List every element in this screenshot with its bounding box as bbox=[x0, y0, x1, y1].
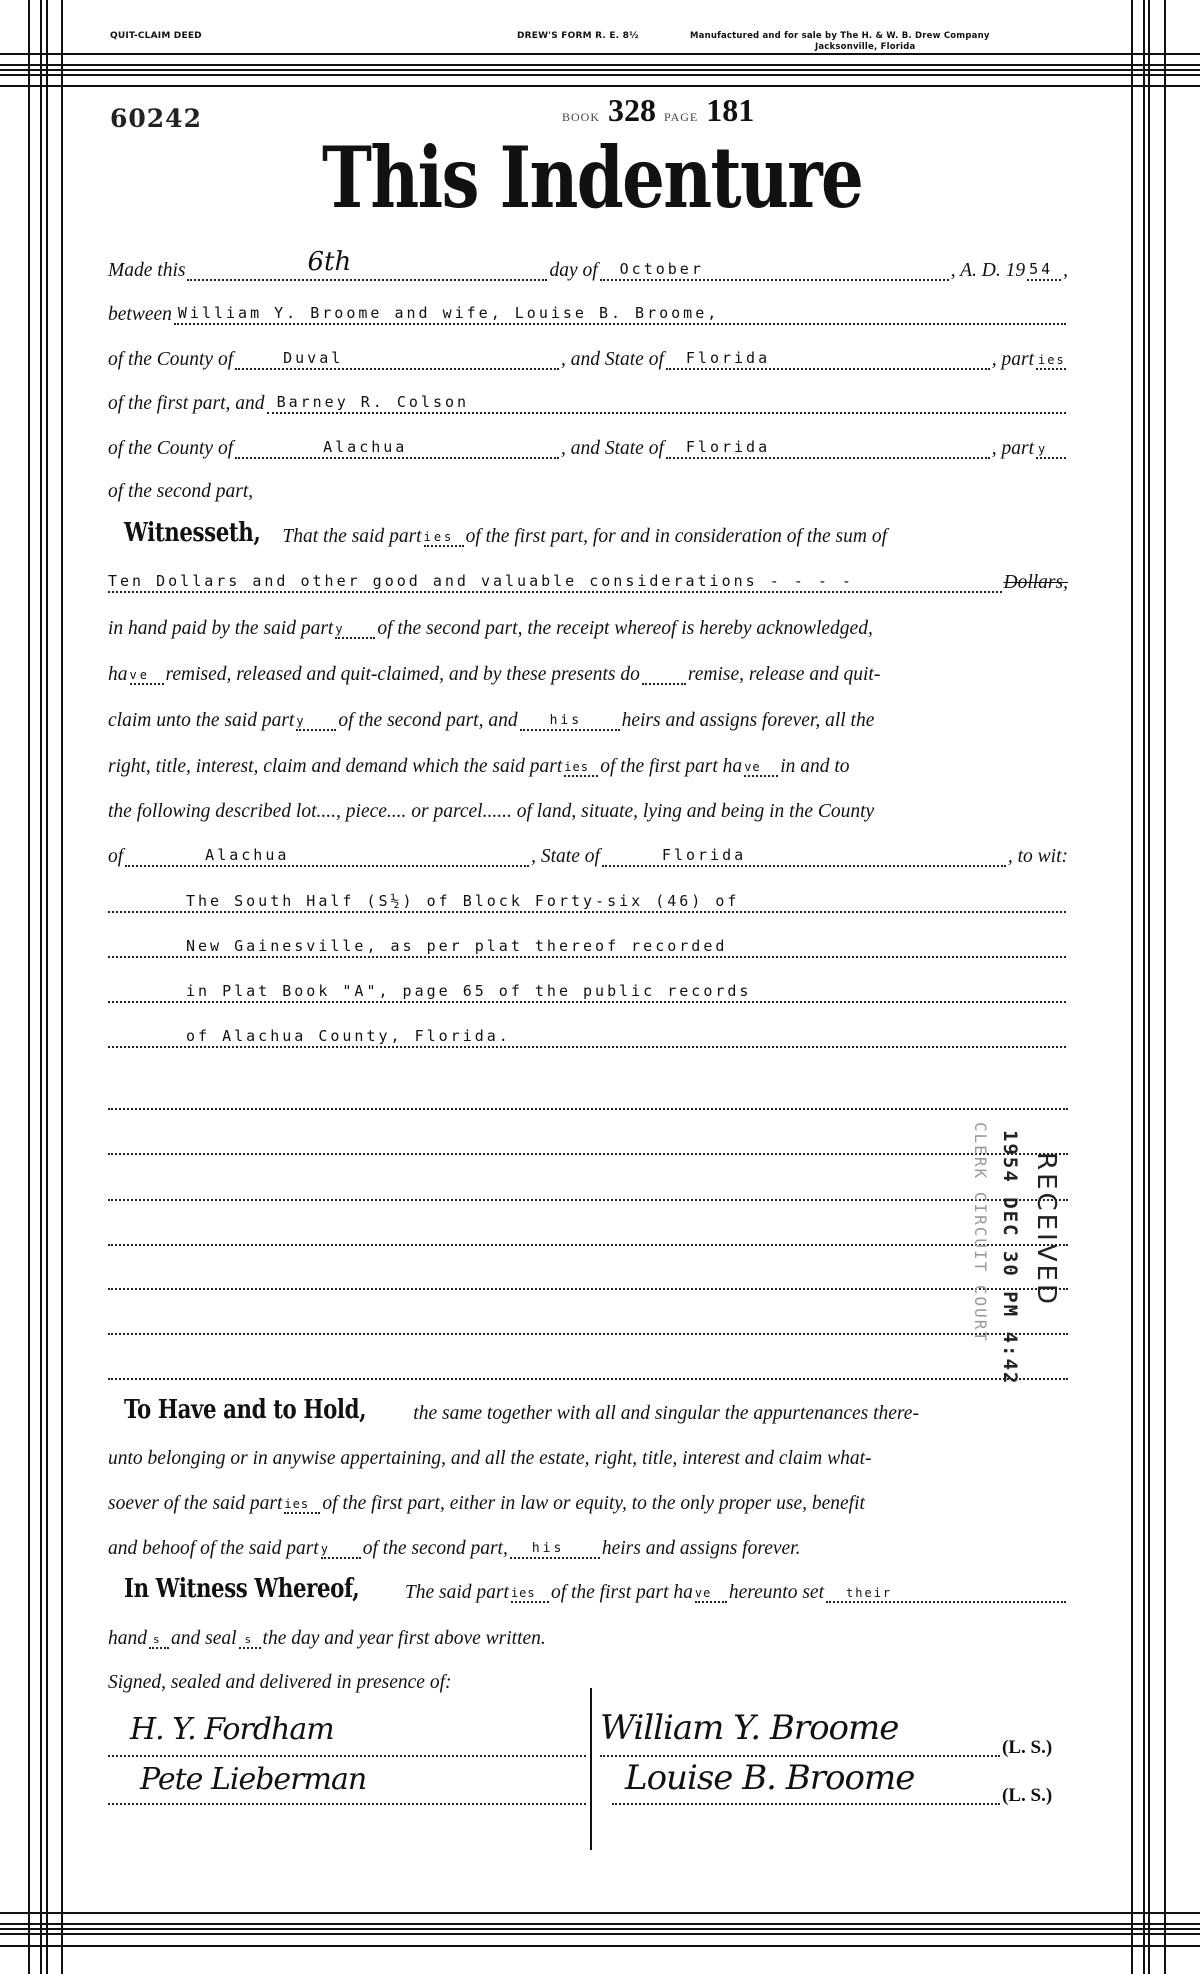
border-line bbox=[1148, 0, 1150, 1974]
day-field[interactable] bbox=[187, 247, 547, 281]
second-state-value: Florida bbox=[685, 438, 771, 456]
legal-description-text: New Gainesville, as per plat thereof recorded bbox=[186, 937, 728, 955]
witnesseth-line bbox=[124, 516, 1068, 552]
first-county-field[interactable] bbox=[235, 344, 559, 370]
second-part-label: of the second part, bbox=[108, 481, 254, 502]
between-label: between bbox=[108, 304, 172, 325]
hands-suffix-value: s bbox=[153, 1633, 163, 1646]
remise-text: remise, release and quit- bbox=[687, 664, 881, 685]
legal-description-text: The South Half (S½) of Block Forty-six (46) of bbox=[186, 892, 740, 910]
party-suffix-value: y bbox=[320, 1542, 331, 1556]
have-suffix-value: ve bbox=[694, 1586, 712, 1600]
parties-suffix-field[interactable] bbox=[284, 1488, 320, 1514]
receipt-text: of the second part, the receipt whereof is hereby acknowledged, bbox=[377, 618, 873, 639]
remise-text: remised, released and quit-claimed, and by these presents do bbox=[165, 664, 640, 685]
habendum-text: of the first part, either in law or equity, to the only proper use, benefit bbox=[322, 1493, 865, 1514]
first-state-field[interactable] bbox=[666, 344, 990, 370]
claim-text: claim unto the said part bbox=[108, 710, 295, 731]
receipt-line bbox=[108, 608, 1068, 644]
border-line bbox=[0, 64, 1200, 66]
party-suffix-field[interactable] bbox=[321, 1533, 361, 1559]
first-part-suffix-value: ies bbox=[1038, 353, 1066, 367]
signature-divider bbox=[590, 1688, 592, 1850]
second-county-field[interactable] bbox=[235, 433, 559, 459]
border-line bbox=[46, 0, 48, 1974]
witnesseth-heading: Witnesseth, bbox=[124, 518, 261, 548]
testimonium-line bbox=[124, 1572, 1068, 1608]
border-line bbox=[40, 0, 42, 1974]
first-state-value: Florida bbox=[685, 349, 771, 367]
remise-line bbox=[108, 654, 1068, 690]
border-line bbox=[0, 85, 1200, 87]
legal-description-field[interactable] bbox=[108, 887, 1066, 913]
state-label: , and State of bbox=[560, 438, 664, 459]
interest-text: in and to bbox=[780, 756, 850, 777]
receipt-text: in hand paid by the said part bbox=[108, 618, 334, 639]
witnesseth-text: That the said part bbox=[282, 526, 422, 547]
grantors-field[interactable] bbox=[174, 299, 1066, 325]
blank-line[interactable] bbox=[108, 1153, 1068, 1155]
first-county-value: Duval bbox=[283, 349, 344, 367]
border-line bbox=[0, 53, 1200, 55]
border-line bbox=[0, 69, 1200, 71]
habendum-text: the same together with all and singular the appurtenances there- bbox=[413, 1403, 919, 1424]
habendum-line bbox=[108, 1438, 1068, 1474]
legal-description-text: of Alachua County, Florida. bbox=[186, 1027, 511, 1045]
consideration-value: Ten Dollars and other good and valuable considerations - - - - bbox=[108, 572, 854, 590]
location-line bbox=[108, 836, 1068, 872]
state-label: , State of bbox=[531, 846, 600, 867]
border-line bbox=[1143, 0, 1145, 1974]
grantor-signature-2: Louise B. Broome bbox=[625, 1758, 915, 1798]
habendum-text: soever of the said part bbox=[108, 1493, 283, 1514]
grantee-line bbox=[108, 383, 1068, 419]
habendum-text: and behoof of the said part bbox=[108, 1538, 319, 1559]
his-value: his bbox=[531, 1541, 565, 1556]
signed-line bbox=[108, 1662, 1068, 1698]
blank-line[interactable] bbox=[108, 1199, 1068, 1201]
book-label: BOOK bbox=[562, 110, 601, 124]
received-office: CLERK CIRCUIT COURT bbox=[970, 1122, 990, 1344]
grantor-signature-line[interactable] bbox=[600, 1755, 1000, 1757]
form-type-label: QUIT-CLAIM DEED bbox=[110, 31, 202, 41]
county-label: of the County of bbox=[108, 438, 234, 459]
border-line bbox=[0, 1933, 1200, 1935]
border-line bbox=[0, 1945, 1200, 1947]
recording-stamp bbox=[562, 92, 754, 128]
habendum-line bbox=[108, 1483, 1068, 1519]
witness-signature-line[interactable] bbox=[108, 1803, 586, 1805]
grantor-signature-line[interactable] bbox=[612, 1803, 1000, 1805]
grantors-value: William Y. Broome and wife, Louise B. Broome, bbox=[177, 304, 720, 322]
interest-text: of the first part ha bbox=[600, 756, 743, 777]
blank-line[interactable] bbox=[108, 1378, 1068, 1380]
legal-description-line bbox=[108, 882, 1068, 918]
their-field[interactable] bbox=[826, 1577, 1066, 1603]
second-state-field[interactable] bbox=[666, 433, 990, 459]
month-value: October bbox=[619, 260, 704, 278]
legal-description-line bbox=[108, 927, 1068, 963]
border-line bbox=[0, 74, 1200, 76]
consideration-line bbox=[108, 562, 1068, 598]
parties-suffix-field[interactable] bbox=[564, 751, 598, 777]
parties-suffix-value: ies bbox=[284, 1497, 310, 1511]
claim-line bbox=[108, 700, 1068, 736]
legal-description-line bbox=[108, 1017, 1068, 1053]
legal-description-field[interactable] bbox=[108, 977, 1066, 1003]
part-label: , part bbox=[991, 349, 1034, 370]
parties-suffix-value: ies bbox=[564, 760, 589, 774]
testimonium-text: the day and year first above written. bbox=[262, 1628, 546, 1649]
habendum-text: unto belonging or in anywise appertaining, and all the estate, right, title, interest and claim what- bbox=[108, 1448, 872, 1469]
year-value: 54 bbox=[1029, 260, 1054, 278]
year-field[interactable] bbox=[1027, 255, 1061, 281]
claim-text: heirs and assigns forever, all the bbox=[621, 710, 875, 731]
seal-label: (L. S.) bbox=[1002, 1785, 1053, 1806]
witnesseth-text: of the first part, for and in consideration of the sum of bbox=[465, 526, 888, 547]
received-stamp bbox=[970, 1122, 1062, 1392]
to-wit-label: , to wit: bbox=[1007, 846, 1069, 867]
page-number: 181 bbox=[706, 92, 755, 128]
habendum-line bbox=[124, 1393, 1068, 1429]
testimonium-text: hand bbox=[108, 1628, 147, 1649]
second-part-line bbox=[108, 471, 1068, 507]
between-line bbox=[108, 294, 1068, 330]
testimonium-text: hereunto set bbox=[728, 1582, 825, 1603]
testimonium-text: of the first part ha bbox=[550, 1582, 693, 1603]
blank-line[interactable] bbox=[108, 1108, 1068, 1110]
described-line bbox=[108, 791, 1068, 827]
testimonium-text: The said part bbox=[404, 1582, 509, 1603]
part-label: , part bbox=[991, 438, 1034, 459]
page-label: PAGE bbox=[664, 110, 699, 124]
border-line bbox=[1131, 0, 1133, 1974]
described-text: the following described lot...., piece.... or parcel...... of land, situate, lying and being in the County bbox=[108, 801, 875, 822]
grantee-value: Barney R. Colson bbox=[276, 393, 470, 411]
manufacturer-label: Manufactured and for sale by The H. & W. B. Drew Company bbox=[690, 31, 990, 41]
day-value: 6th bbox=[307, 247, 352, 277]
grantor-signature-1: William Y. Broome bbox=[600, 1708, 899, 1748]
testimonium-text: and seal bbox=[171, 1628, 237, 1649]
border-line bbox=[1164, 0, 1166, 1974]
interest-line bbox=[108, 746, 1068, 782]
manufacturer-city-label: Jacksonville, Florida bbox=[815, 42, 916, 52]
border-line bbox=[28, 0, 30, 1974]
hands-suffix-field[interactable] bbox=[149, 1623, 169, 1649]
first-part-suffix-field[interactable] bbox=[1036, 344, 1066, 370]
party-suffix-value: y bbox=[335, 622, 346, 636]
legal-description-field[interactable] bbox=[108, 932, 1066, 958]
border-line bbox=[61, 0, 63, 1974]
first-part-and-label: of the first part, and bbox=[108, 393, 265, 414]
his-field[interactable] bbox=[520, 705, 620, 731]
witness-signature-1: H. Y. Fordham bbox=[130, 1712, 334, 1747]
blank-line[interactable] bbox=[108, 1244, 1068, 1246]
witness-signature-2: Pete Lieberman bbox=[140, 1762, 367, 1797]
party-suffix-field[interactable] bbox=[335, 613, 375, 639]
first-party-county-line bbox=[108, 339, 1068, 375]
land-county-field[interactable] bbox=[125, 841, 529, 867]
testimonium-heading: In Witness Whereof, bbox=[124, 1574, 360, 1604]
month-field[interactable] bbox=[600, 255, 949, 281]
border-line bbox=[0, 1912, 1200, 1914]
second-county-value: Alachua bbox=[323, 438, 408, 456]
habendum-line bbox=[108, 1528, 1068, 1564]
land-state-value: Florida bbox=[661, 846, 747, 864]
party-suffix-value: y bbox=[296, 714, 307, 728]
parties-suffix-field[interactable] bbox=[424, 521, 464, 547]
county-label: of the County of bbox=[108, 349, 234, 370]
seals-suffix-field[interactable] bbox=[239, 1623, 261, 1649]
border-line bbox=[0, 1923, 1200, 1925]
have-suffix-value: ve bbox=[129, 668, 150, 682]
have-suffix-field[interactable] bbox=[130, 659, 164, 685]
their-value: their bbox=[846, 1586, 893, 1600]
seals-suffix-value: s bbox=[244, 1633, 255, 1646]
blank-line[interactable] bbox=[108, 1288, 1068, 1290]
parties-suffix-field[interactable] bbox=[511, 1577, 549, 1603]
second-party-county-line bbox=[108, 428, 1068, 464]
parties-suffix-value: ies bbox=[510, 1586, 536, 1600]
document-number: 60242 bbox=[110, 104, 202, 133]
witness-signature-line[interactable] bbox=[108, 1755, 586, 1757]
document-title: This Indenture bbox=[322, 128, 863, 227]
day-of-label: day of bbox=[549, 260, 598, 281]
claim-text: of the second part, and bbox=[338, 710, 518, 731]
have-suffix-field[interactable] bbox=[695, 1577, 727, 1603]
land-state-field[interactable] bbox=[602, 841, 1006, 867]
party-suffix-field[interactable] bbox=[296, 705, 336, 731]
remise-text: ha bbox=[108, 664, 128, 685]
blank-line[interactable] bbox=[108, 1333, 1068, 1335]
interest-text: right, title, interest, claim and demand which the said part bbox=[108, 756, 563, 777]
grantee-field[interactable] bbox=[267, 388, 1066, 414]
have-suffix-value: ve bbox=[744, 760, 761, 774]
habendum-text: of the second part, bbox=[362, 1538, 508, 1559]
form-number-label: DREW'S FORM R. E. 8½ bbox=[517, 31, 639, 41]
seal-label: (L. S.) bbox=[1002, 1737, 1053, 1758]
habendum-heading: To Have and to Hold, bbox=[124, 1395, 367, 1425]
second-part-suffix-field[interactable] bbox=[1036, 433, 1066, 459]
have-suffix-field[interactable] bbox=[744, 751, 778, 777]
parties-suffix-value: ies bbox=[423, 530, 455, 544]
received-datetime: 1954 DEC 30 PM 4:42 bbox=[999, 1130, 1022, 1386]
do-suffix-field[interactable] bbox=[642, 659, 686, 685]
of-label: of bbox=[108, 846, 124, 867]
book-number: 328 bbox=[608, 92, 657, 128]
border-line bbox=[0, 1928, 1200, 1930]
ad-label: , A. D. 19 bbox=[950, 260, 1026, 281]
consideration-field[interactable] bbox=[108, 567, 1002, 593]
land-county-value: Alachua bbox=[205, 846, 290, 864]
second-part-suffix-value: y bbox=[1038, 442, 1049, 456]
legal-description-field[interactable] bbox=[108, 1022, 1066, 1048]
comma: , bbox=[1063, 260, 1068, 281]
legal-description-line bbox=[108, 972, 1068, 1008]
his-field[interactable] bbox=[510, 1533, 600, 1559]
dollars-label: Dollars, bbox=[1003, 572, 1068, 593]
state-label: , and State of bbox=[560, 349, 664, 370]
legal-description-text: in Plat Book "A", page 65 of the public records bbox=[186, 982, 752, 1000]
testimonium-line bbox=[108, 1618, 1068, 1654]
his-value: his bbox=[549, 713, 583, 728]
habendum-text: heirs and assigns forever. bbox=[601, 1538, 801, 1559]
made-this-label: Made this bbox=[108, 260, 186, 281]
signed-sealed-label: Signed, sealed and delivered in presence of: bbox=[108, 1672, 452, 1693]
received-title: RECEIVED bbox=[1031, 1152, 1061, 1307]
date-line bbox=[108, 247, 1068, 286]
